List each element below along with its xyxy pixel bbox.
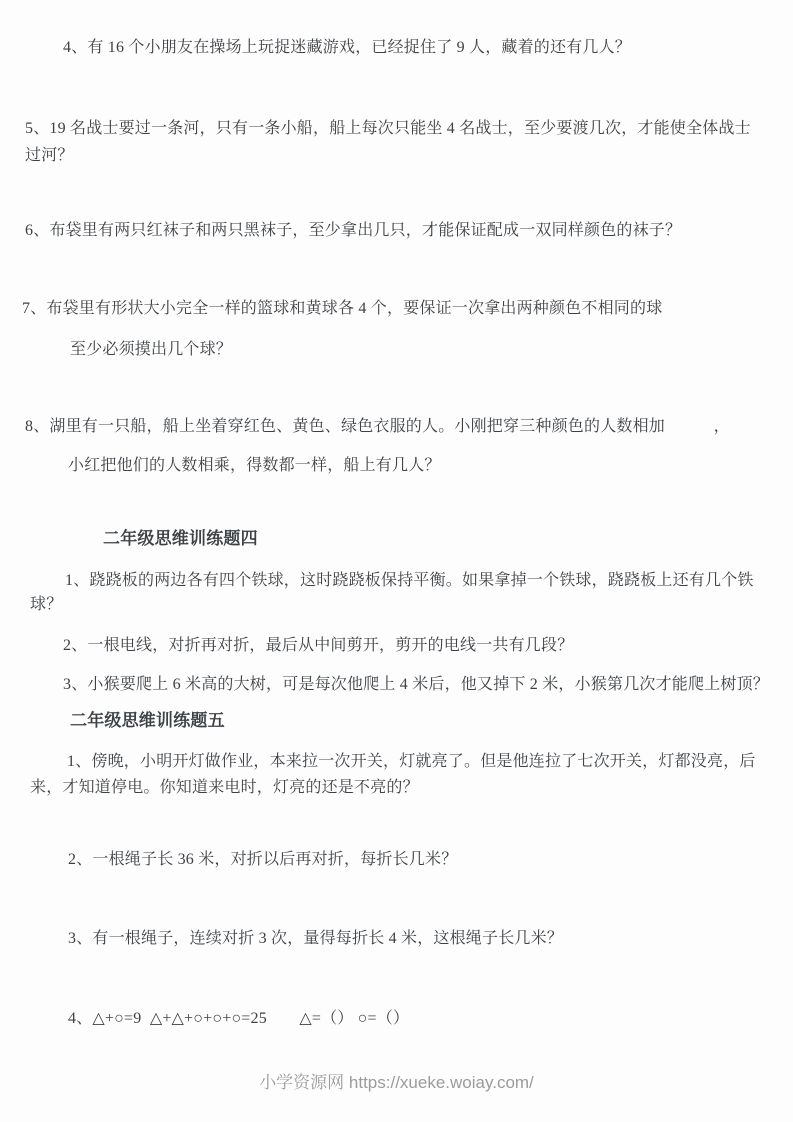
section-heading-part4: 二年级思维训练题四 (103, 529, 258, 548)
part4-question-1-line-1: 1、跷跷板的两边各有四个铁球，这时跷跷板保持平衡。如果拿掉一个铁球，跷跷板上还有几个铁 (65, 572, 754, 589)
question-6-line-1: 6、布袋里有两只红袜子和两只黑袜子，至少拿出几只，才能保证配成一双同样颜色的袜子？ (25, 222, 682, 239)
part5-question-1-line-1: 1、傍晚，小明开灯做作业，本来拉一次开关，灯就亮了。但是他连拉了七次开关，灯都没亮，后 (67, 753, 756, 770)
question-7-line-1: 7、布袋里有形状大小完全一样的篮球和黄球各 4 个，要保证一次拿出两种颜色不相同的球 (22, 300, 663, 317)
part4-question-3-line-1: 3、小猴要爬上 6 米高的大树，可是每次他爬上 4 米后，他又掉下 2 米，小猴第几次才能爬上树顶？ (63, 676, 770, 693)
section-heading-part5: 二年级思维训练题五 (70, 711, 225, 730)
part5-question-4-symbol-equation: 4、△+○=9 △+△+○+○+○=25 △=（） ○=（） (68, 1010, 410, 1027)
footer-site-link[interactable]: 小学资源网 https://xueke.woiay.com/ (259, 1073, 534, 1092)
part4-question-2-line-1: 2、一根电线，对折再对折，最后从中间剪开，剪开的电线一共有几段？ (63, 637, 574, 654)
question-5-line-2: 过河？ (25, 147, 74, 164)
question-4-line-1: 4、有 16 个小朋友在操场上玩捉迷藏游戏，已经捉住了 9 人，藏着的还有几人？ (63, 39, 632, 56)
part4-question-1-line-2: 球？ (30, 596, 63, 613)
question-5-line-1: 5、19 名战士要过一条河，只有一条小船，船上每次只能坐 4 名战士，至少要渡几次，才能使全体战士 (25, 120, 751, 137)
part5-question-1-line-2: 来，才知道停电。你知道来电时，灯亮的还是不亮的？ (30, 779, 419, 796)
question-8-line-1: 8、湖里有一只船，船上坐着穿红色、黄色、绿色衣服的人。小刚把穿三种颜色的人数相加 ， (25, 418, 730, 435)
part5-question-3-line-1: 3、有一根绳子，连续对折 3 次，量得每折长 4 米，这根绳子长几米？ (68, 930, 564, 947)
question-7-line-2: 至少必须摸出几个球？ (70, 341, 233, 358)
question-8-line-2: 小红把他们的人数相乘，得数都一样，船上有几人？ (68, 457, 441, 474)
part5-question-2-line-1: 2、一根绳子长 36 米，对折以后再对折，每折长几米？ (68, 851, 458, 868)
